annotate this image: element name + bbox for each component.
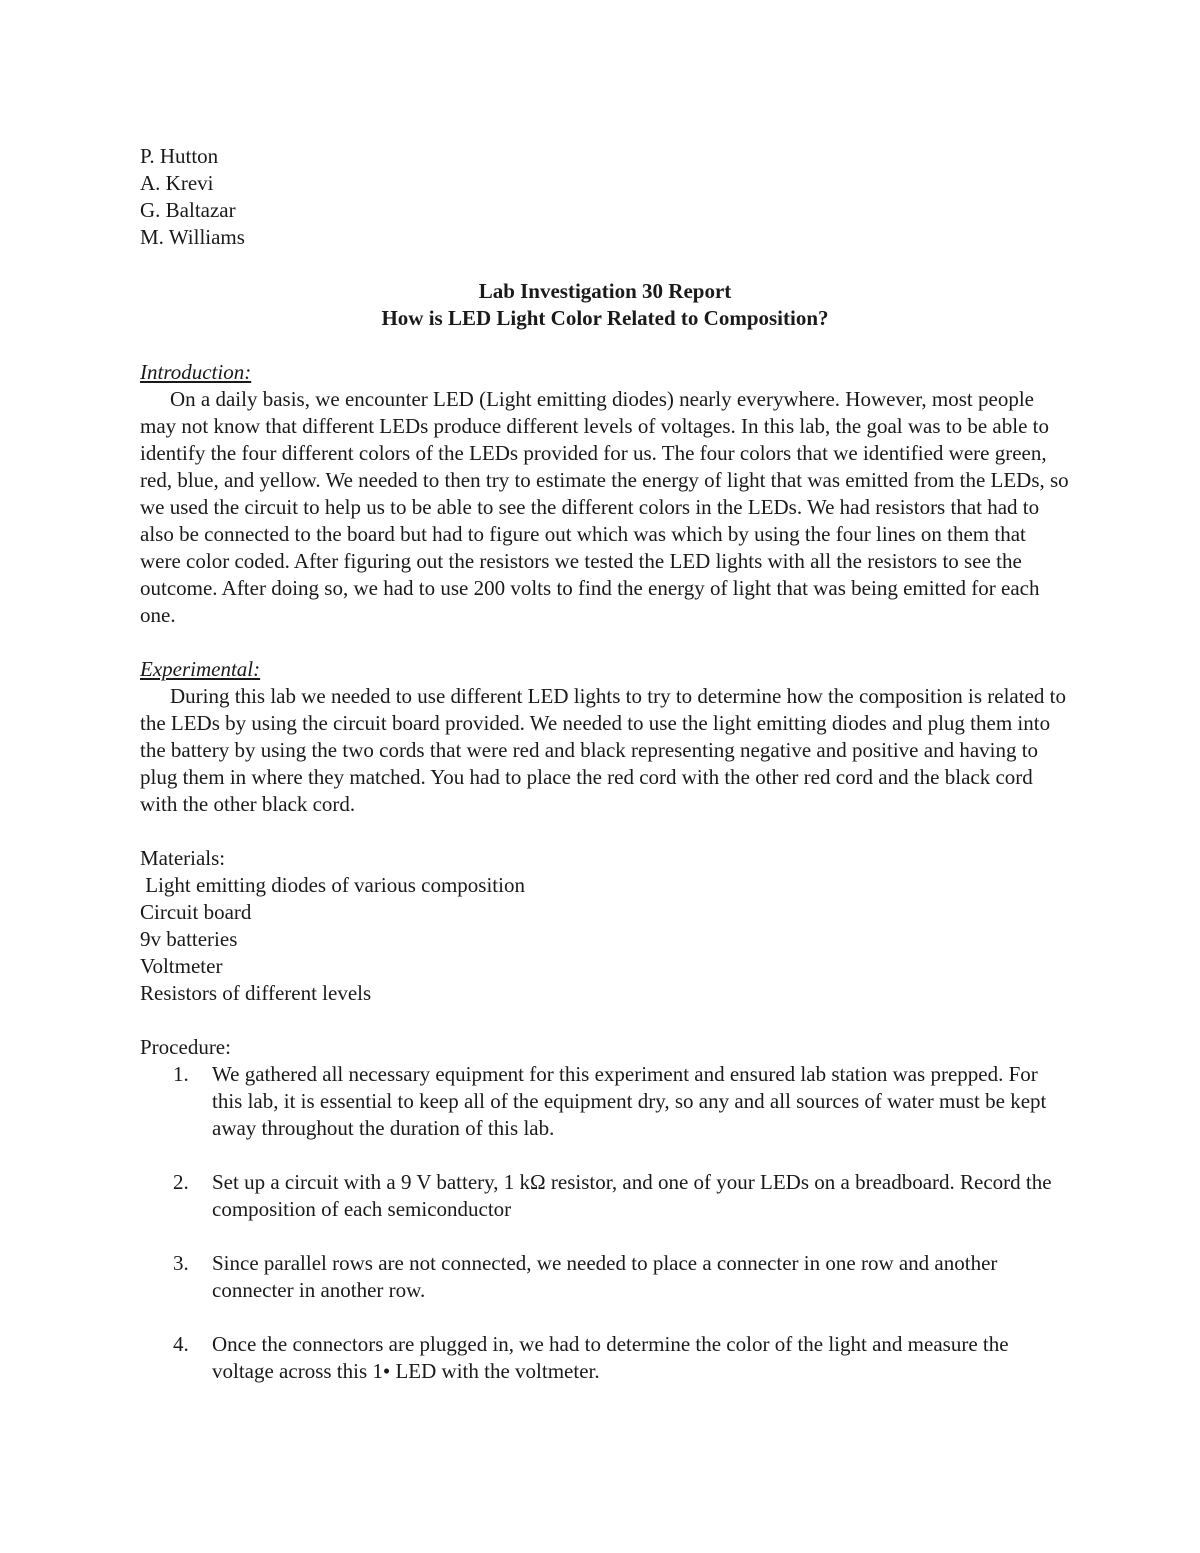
introduction-heading: Introduction: — [140, 360, 252, 384]
step-text: Since parallel rows are not connected, we needed to place a connecter in one row and another connecter in another row. — [212, 1251, 998, 1302]
materials-list — [140, 872, 1070, 1007]
author-list — [140, 143, 1070, 251]
procedure-section — [140, 1034, 1070, 1385]
materials-item: Resistors of different levels — [140, 981, 372, 1005]
step-text: Once the connectors are plugged in, we had to determine the color of the light and measure the voltage across this 1• LED with the voltmeter. — [212, 1332, 1009, 1383]
step-number: 1. — [173, 1062, 189, 1086]
materials-item: Light emitting diodes of various composition — [140, 873, 525, 897]
step-number: 4. — [173, 1332, 189, 1356]
materials-item: Circuit board — [140, 900, 252, 924]
materials-section — [140, 845, 1070, 1007]
materials-heading: Materials: — [140, 846, 226, 870]
procedure-step — [140, 1169, 1070, 1223]
introduction-section — [140, 359, 1070, 629]
experimental-heading: Experimental: — [140, 657, 261, 681]
title-line-1: Lab Investigation 30 Report — [478, 279, 732, 303]
step-text: We gathered all necessary equipment for this experiment and ensured lab station was prepped. For this lab, it is essential to keep all of the equipment dry, so any and all sources of water must be kept away throughout the duration of this lab. — [212, 1062, 1047, 1140]
step-number: 2. — [173, 1170, 189, 1194]
procedure-step — [140, 1250, 1070, 1304]
author-name: G. Baltazar — [140, 198, 236, 222]
procedure-step — [140, 1331, 1070, 1385]
step-text: Set up a circuit with a 9 V battery, 1 kΩ resistor, and one of your LEDs on a breadboard. Record the composition of each semiconductor — [212, 1170, 1052, 1221]
materials-item: Voltmeter — [140, 954, 223, 978]
title-line-2: How is LED Light Color Related to Composition? — [381, 306, 829, 330]
author-name: A. Krevi — [140, 171, 214, 195]
experimental-body: During this lab we needed to use different LED lights to try to determine how the composition is related to the LEDs by using the circuit board provided. We needed to use the light emitting diodes and plug them into the battery by using the two cords that were red and black representing negative and positive and having to plug them in where they matched. You had to place the red cord with the other red cord and the black cord with the other black cord. — [140, 684, 1066, 816]
step-number: 3. — [173, 1251, 189, 1275]
document-page — [140, 143, 1070, 1412]
report-title — [140, 278, 1070, 332]
procedure-step — [140, 1061, 1070, 1142]
materials-item: 9v batteries — [140, 927, 238, 951]
introduction-body: On a daily basis, we encounter LED (Light emitting diodes) nearly everywhere. However, most people may not know that different LEDs produce different levels of voltages. In this lab, the goal was to be able to identify the four different colors of the LEDs provided for us. The four colors that we identified were green, red, blue, and yellow. We needed to then try to estimate the energy of light that was emitted from the LEDs, so we used the circuit to help us to be able to see the different colors in the LEDs. We had resistors that had to also be connected to the board but had to figure out which was which by using the four lines on them that were color coded. After figuring out the resistors we tested the LED lights with all the resistors to see the outcome. After doing so, we had to use 200 volts to find the energy of light that was being emitted for each one. — [140, 387, 1069, 627]
procedure-list — [140, 1061, 1070, 1385]
author-name: M. Williams — [140, 225, 245, 249]
procedure-heading: Procedure: — [140, 1035, 231, 1059]
experimental-section — [140, 656, 1070, 818]
author-name: P. Hutton — [140, 144, 219, 168]
